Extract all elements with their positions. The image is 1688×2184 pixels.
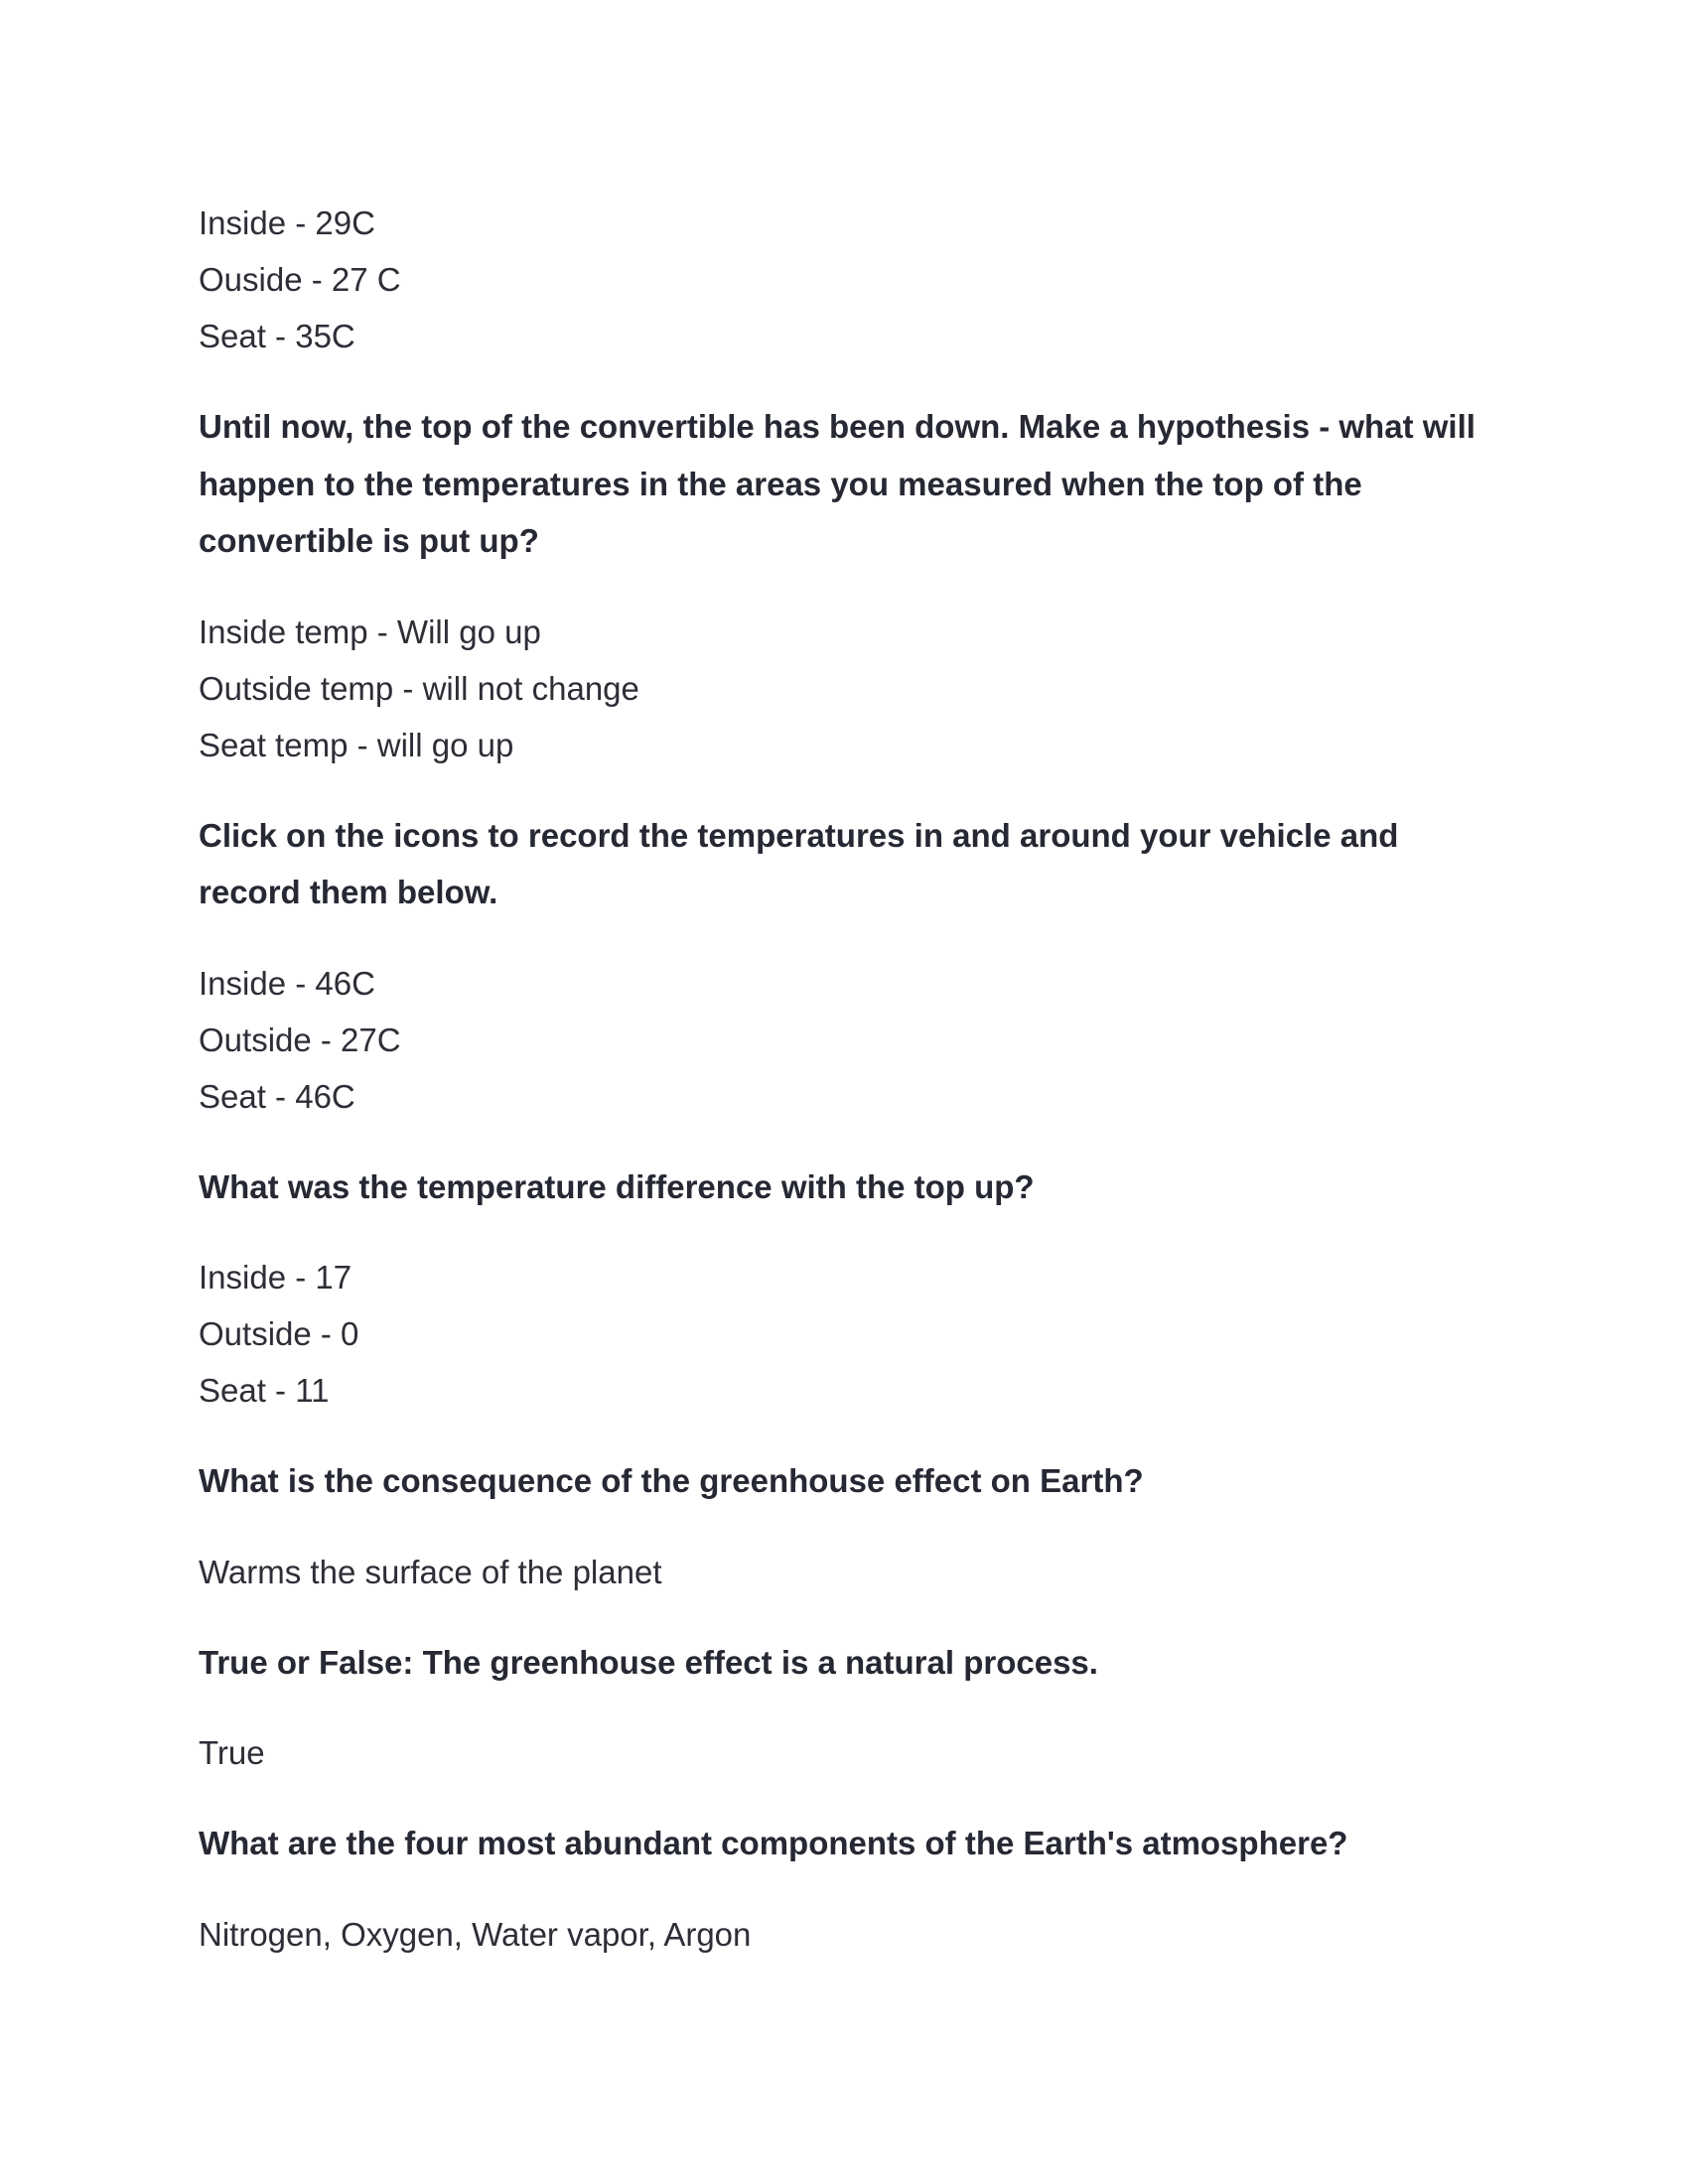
reading-seat: Seat - 35C [199, 318, 355, 354]
hypothesis-answers [199, 604, 1489, 773]
consequence-question: What is the consequence of the greenhouse effect on Earth? [199, 1462, 1144, 1499]
hypothesis-question: Until now, the top of the convertible has been down. Make a hypothesis - what will happen to the temperatures in the areas you measured when the top of the convertible is put up? [199, 408, 1476, 559]
hypothesis-seat: Seat temp - will go up [199, 726, 514, 763]
atmosphere-question: What are the four most abundant components of the Earth's atmosphere? [199, 1825, 1348, 1861]
hypothesis-inside: Inside temp - Will go up [199, 613, 541, 650]
difference-question: What was the temperature difference with the top up? [199, 1167, 1035, 1205]
top-up-question: Click on the icons to record the temperatures in and around your vehicle and record them below. [199, 816, 1399, 910]
top-up-outside: Outside - 27C [199, 1021, 401, 1058]
hypothesis-outside: Outside temp - will not change [199, 669, 639, 707]
atmosphere-answer: Nitrogen, Oxygen, Water vapor, Argon [199, 1915, 752, 1953]
difference-inside: Inside - 17 [199, 1259, 352, 1296]
difference-seat: Seat - 11 [199, 1372, 330, 1409]
reading-outside: Ouside - 27 C [199, 261, 401, 298]
difference-answers [199, 1249, 1489, 1419]
difference-outside: Outside - 0 [199, 1315, 359, 1352]
top-up-readings [199, 955, 1489, 1125]
initial-readings [199, 195, 1489, 364]
true-false-question: True or False: The greenhouse effect is a natural process. [199, 1643, 1098, 1681]
reading-inside: Inside - 29C [199, 205, 375, 241]
top-up-inside: Inside - 46C [199, 964, 375, 1002]
consequence-answer: Warms the surface of the planet [199, 1553, 662, 1590]
worksheet-page [199, 195, 1489, 1963]
top-up-seat: Seat - 46C [199, 1077, 355, 1115]
true-false-answer: True [199, 1734, 265, 1771]
